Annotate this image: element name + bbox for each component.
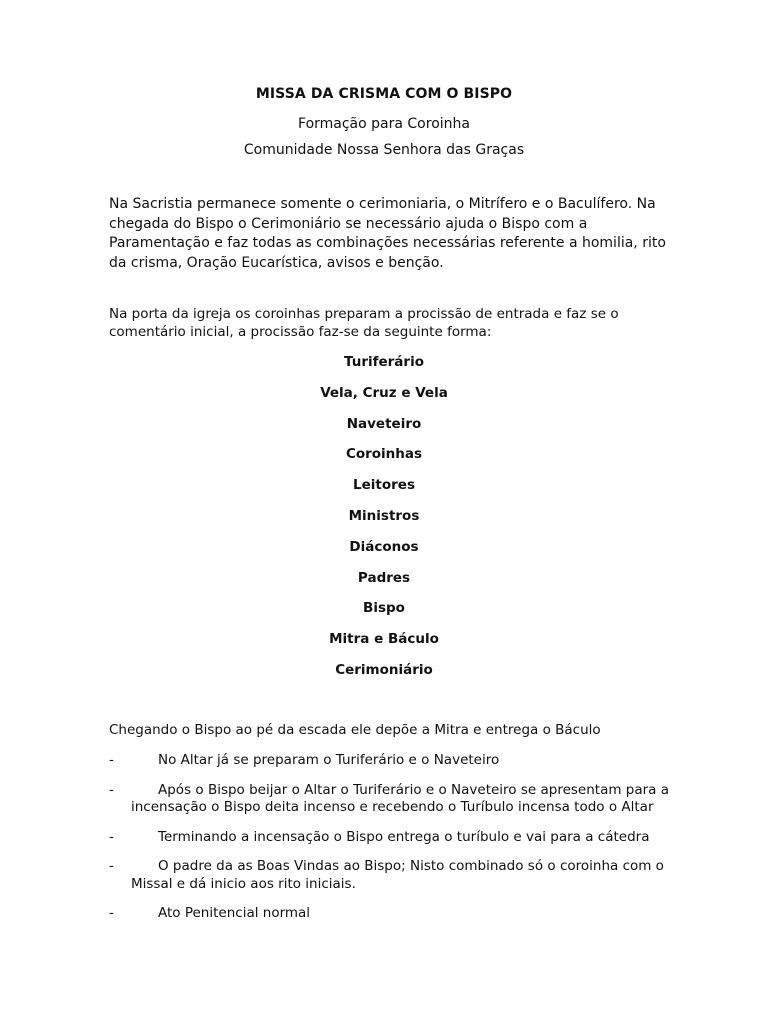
procession-item-bispo: Bispo bbox=[363, 600, 405, 617]
procession-item-cerimoniario: Cerimoniário bbox=[335, 661, 433, 678]
document-title: MISSA DA CRISMA COM O BISPO bbox=[255, 86, 513, 102]
rite-steps-list bbox=[109, 752, 669, 923]
rite-step-text: No Altar já se preparam o Turiferário e o Naveteiro bbox=[158, 752, 500, 768]
list-bullet: - bbox=[109, 905, 114, 921]
procession-item-ministros: Ministros bbox=[348, 507, 420, 524]
procession-item-mitra-baculo: Mitra e Báculo bbox=[329, 631, 439, 648]
procession-item-leitores: Leitores bbox=[353, 477, 415, 494]
rite-step-text: O padre da as Boas Vindas ao Bispo; Nisto combinado só o coroinha com o Missal e dá inicio aos rito iniciais. bbox=[131, 858, 664, 892]
procession-intro-paragraph: Na porta da igreja os coroinhas preparam a procissão de entrada e faz se o comentário inicial, a procissão faz-se da seguinte forma: bbox=[109, 306, 619, 340]
document-subtitle-training: Formação para Coroinha bbox=[298, 116, 470, 132]
rite-step-text: Após o Bispo beijar o Altar o Turiferário e o Naveteiro se apresentam para a incensação o Bispo deita incenso e recebendo o Turíbulo incensa todo o Altar bbox=[131, 781, 670, 815]
procession-item-turiferario: Turiferário bbox=[344, 354, 424, 370]
list-bullet: - bbox=[109, 828, 114, 845]
rite-step-text: Ato Penitencial normal bbox=[158, 905, 311, 921]
rite-step-text: Terminando a incensação o Bispo entrega o turíbulo e vai para a cátedra bbox=[158, 828, 650, 845]
sacristy-paragraph: Na Sacristia permanece somente o cerimoniaria, o Mitrífero e o Baculífero. Na chegada do Bispo o Cerimoniário se necessário ajuda o Bispo com a Paramentação e faz todas as combinações necessárias referente a homilia, rito da crisma, Oração Eucarística, avisos e benção. bbox=[109, 196, 666, 271]
rite-step bbox=[109, 905, 669, 923]
procession-item-coroinhas: Coroinhas bbox=[345, 446, 423, 463]
rite-step bbox=[109, 858, 669, 893]
rite-step bbox=[109, 752, 669, 770]
list-bullet: - bbox=[109, 858, 114, 874]
list-bullet: - bbox=[109, 781, 114, 798]
rite-step bbox=[109, 829, 669, 847]
bishop-arrival-paragraph: Chegando o Bispo ao pé da escada ele depõe a Mitra e entrega o Báculo bbox=[109, 722, 601, 738]
procession-item-diaconos: Diáconos bbox=[349, 538, 419, 555]
rite-step bbox=[109, 782, 669, 817]
list-bullet: - bbox=[109, 752, 114, 768]
procession-item-padres: Padres bbox=[357, 569, 411, 586]
procession-item-vela-cruz-vela: Vela, Cruz e Vela bbox=[320, 384, 448, 401]
procession-item-naveteiro: Naveteiro bbox=[346, 415, 422, 432]
procession-order-list bbox=[0, 353, 768, 692]
document-subtitle-community: Comunidade Nossa Senhora das Graças bbox=[243, 142, 525, 158]
